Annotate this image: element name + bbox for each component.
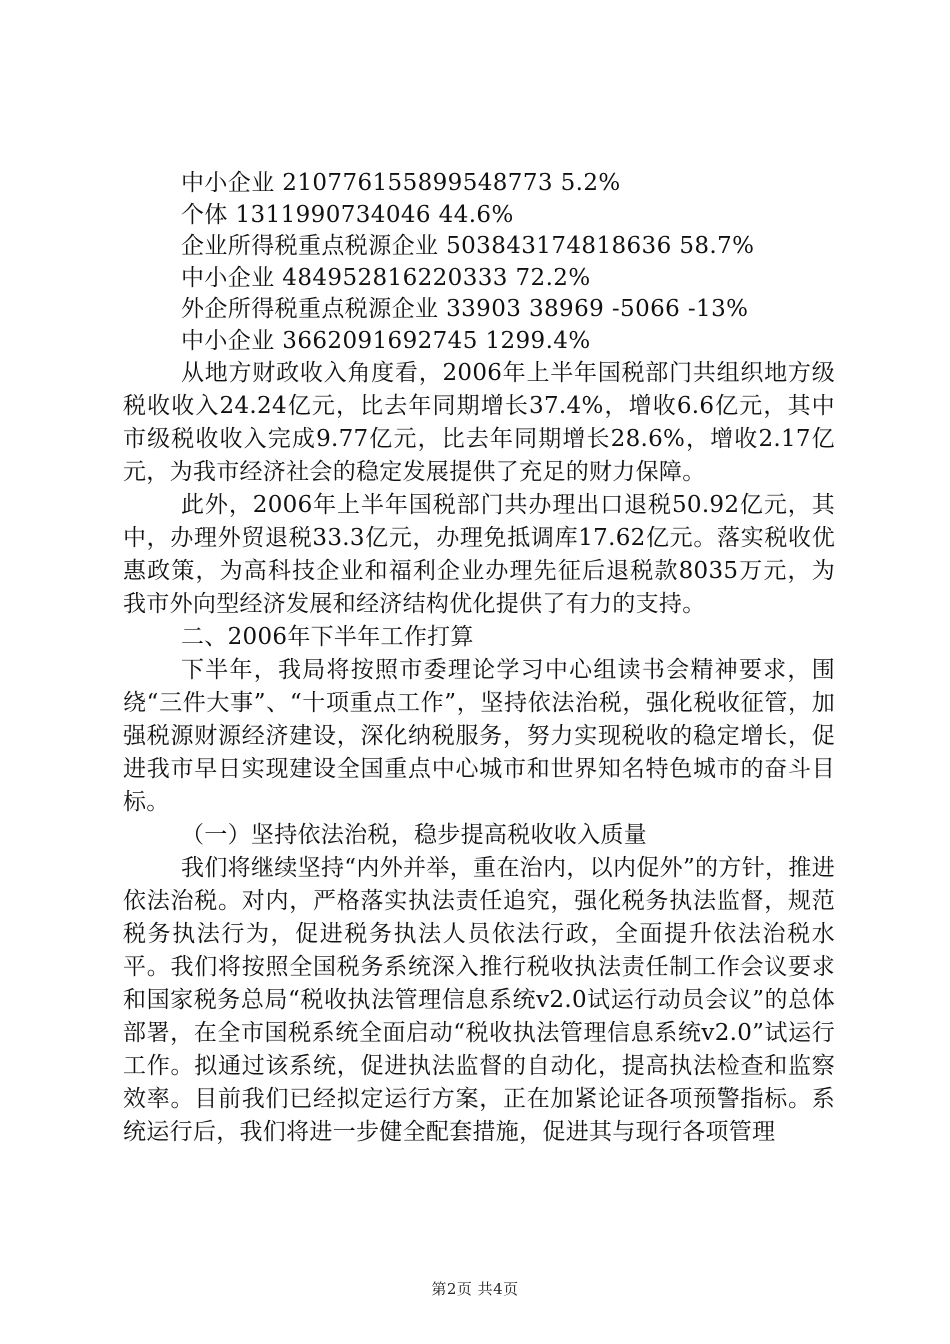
table-line: 外企所得税重点税源企业 33903 38969 -5066 -13% xyxy=(181,296,749,322)
table-line: 中小企业 3662091692745 1299.4% xyxy=(181,327,591,354)
table-line: 个体 1311990734046 44.6% xyxy=(181,201,514,228)
paragraph: 下半年，我局将按照市委理论学习中心组读书会精神要求，围绕“三件大事”、“十项重点工作”，坚持依法治税，强化税收征管，加强税源财源经济建设，深化纳税服务，努力实现税收的稳定增长，促进我市早日实现建设全国重点中心城市和世界知名特色城市的奋斗目标。 xyxy=(123,657,835,815)
table-line: 企业所得税重点税源企业 503843174818636 58.7% xyxy=(181,233,755,259)
table-line: 中小企业 484952816220333 72.2% xyxy=(181,264,591,291)
paragraph: 从地方财政收入角度看，2006年上半年国税部门共组织地方级税收收入24.24亿元，比去年同期增长37.4%，增收6.6亿元，其中市级税收收入完成9.77亿元，比去年同期增长28.6%，增收2.17亿元，为我市经济社会的稳定发展提供了充足的财力保障。 xyxy=(123,360,835,485)
table-line: 中小企业 210776155899548773 5.2% xyxy=(181,170,621,196)
paragraph: 我们将继续坚持“内外并举，重在治内，以内促外”的方针，推进依法治税。对内，严格落实执法责任追究，强化税务执法监督，规范税务执法行为，促进税务执法人员依法行政，全面提升依法治税水平。我们将按照全国税务系统深入推行税收执法责任制工作会议要求和国家税务总局“税收执法管理信息系统v2.0试运行动员会议”的总体部署，在全市国税系统全面启动“税收执法管理信息系统v2.0”试运行工作。拟通过该系统，促进执法监督的自动化，提高执法检查和监察效率。目前我们已经拟定运行方案，正在加紧论证各项预警指标。系统运行后，我们将进一步健全配套措施，促进其与现行各项管理 xyxy=(123,855,835,1145)
page-footer: 第2页 共4页 xyxy=(431,1280,519,1298)
paragraph: 此外，2006年上半年国税部门共办理出口退税50.92亿元，其中，办理外贸退税33.3亿元，办理免抵调库17.62亿元。落实税收优惠政策，为高科技企业和福利企业办理先征后退税款8035万元，为我市外向型经济发展和经济结构优化提供了有力的支持。 xyxy=(123,492,835,617)
section-heading: 二、2006年下半年工作打算 xyxy=(181,624,474,650)
document-body xyxy=(123,168,835,1149)
subsection-heading: （一）坚持依法治税，稳步提高税收收入质量 xyxy=(181,822,647,848)
